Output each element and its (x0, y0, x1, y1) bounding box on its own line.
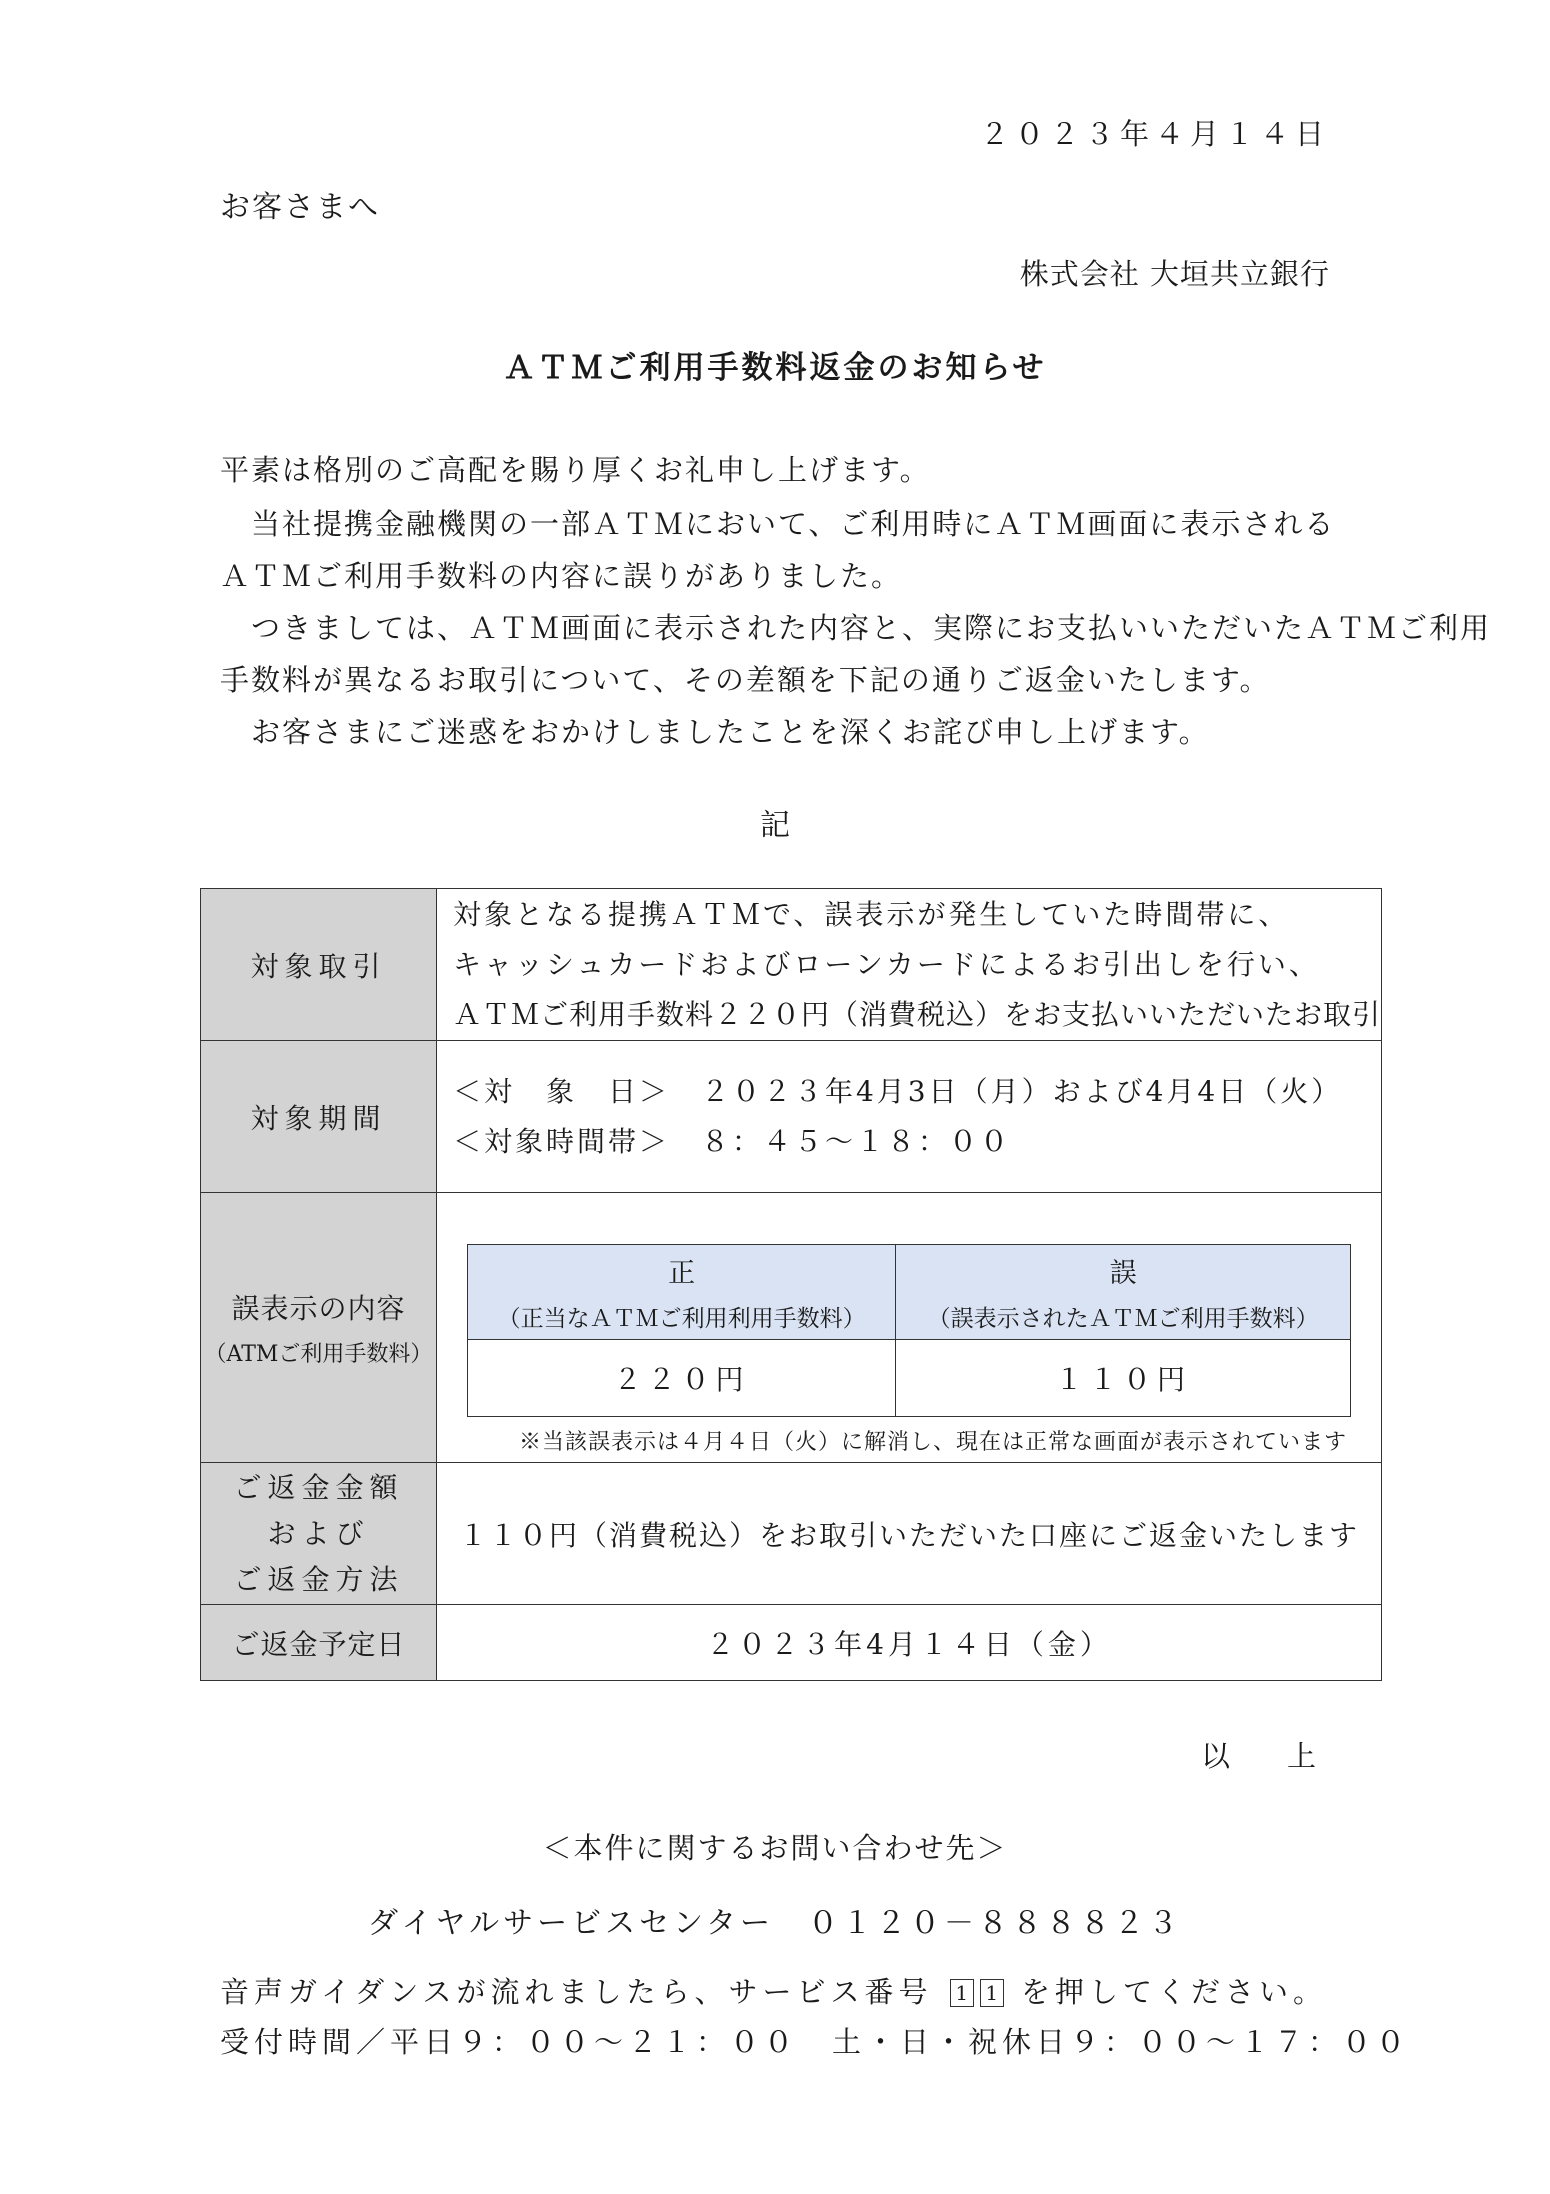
refund-amount-label-line: および (267, 1516, 370, 1550)
body-paragraph-line: 手数料が異なるお取引について、その差額を下記の通りご返金いたします。 (220, 663, 1271, 697)
wrong-fee-value: １１０円 (896, 1339, 1351, 1416)
label-target-transaction: 対象取引 (201, 889, 437, 1041)
refund-date-text: ２０２３年4月１４日（金） (436, 1605, 1381, 1681)
wrong-head-sub: （誤表示されたＡＴＭご利用手数料） (927, 1305, 1319, 1332)
target-period-line: ＜対 象 日＞ ２０２３年4月3日（月）および4月4日（火） (452, 1074, 1343, 1108)
error-content-sublabel: （ATMご利用手数料） (204, 1342, 433, 1367)
reception-hours: 受付時間／平日９：００～２１：００ 土・日・祝休日９：００～１７：００ (220, 2025, 1411, 2059)
correct-fee-value: ２２０円 (467, 1339, 895, 1416)
table-row-refund-amount (201, 1463, 1382, 1605)
correct-head-label: 正 (668, 1257, 696, 1289)
ki-heading: 記 (760, 808, 790, 843)
correct-header (467, 1244, 895, 1339)
wrong-header (896, 1244, 1351, 1339)
body-paragraph-line: お客さまにご迷惑をおかけしましたことを深くお詫び申し上げます。 (220, 715, 1210, 749)
target-transaction-content (436, 889, 1381, 1041)
closing-mark: 以 上 (1200, 1739, 1330, 1773)
target-transaction-line: ＡＴＭご利用手数料２２０円（消費税込）をお支払いいただいたお取引 (452, 997, 1381, 1031)
table-row-target-transaction (201, 889, 1382, 1041)
letter-date: ２０２３年４月１４日 (979, 117, 1330, 151)
contact-heading: ＜本件に関するお問い合わせ先＞ (542, 1831, 1008, 1865)
service-key: 1 (950, 1979, 974, 2007)
refund-amount-label-line: ご返金金額 (233, 1470, 404, 1504)
label-target-period: 対象期間 (201, 1041, 437, 1193)
wrong-head-label: 誤 (1109, 1257, 1137, 1289)
target-transaction-line: キャッシュカードおよびローンカードによるお引出しを行い、 (452, 947, 1320, 981)
correct-head-sub: （正当なＡＴＭご利用利用手数料） (497, 1305, 866, 1332)
table-row-error-content (201, 1193, 1382, 1463)
body-paragraph-line: 平素は格別のご高配を賜り厚くお礼申し上げます。 (220, 453, 931, 487)
guidance-line (220, 1970, 1327, 2011)
service-key: 1 (980, 1979, 1004, 2007)
addressee: お客さまへ (220, 190, 380, 225)
target-transaction-line: 対象となる提携ＡＴＭで、誤表示が発生していた時間帯に、 (452, 897, 1290, 931)
sender-name: 株式会社 大垣共立銀行 (1019, 257, 1330, 291)
guidance-pre: 音声ガイダンスが流れましたら、サービス番号 (220, 1975, 933, 2009)
error-content-cell (436, 1193, 1381, 1463)
guidance-post: を押してください。 (1021, 1975, 1328, 2009)
label-refund-amount (201, 1463, 437, 1605)
notice-title: ＡＴＭご利用手数料返金のお知らせ (503, 350, 1047, 386)
label-refund-date: ご返金予定日 (201, 1605, 437, 1681)
body-paragraph-line: ＡＴＭご利用手数料の内容に誤りがありました。 (220, 559, 903, 593)
target-period-content (436, 1041, 1381, 1193)
error-comparison-table (467, 1244, 1351, 1417)
details-table (200, 888, 1382, 1681)
error-content-label: 誤表示の内容 (231, 1292, 406, 1325)
refund-amount-label-line: ご返金方法 (233, 1562, 404, 1596)
contact-phone: ダイヤルサービスセンター ０１２０－８８８８２３ (368, 1906, 1182, 1941)
table-row-target-period (201, 1041, 1382, 1193)
refund-amount-text: １１０円（消費税込）をお取引いただいた口座にご返金いたします (436, 1463, 1381, 1605)
label-error-content (201, 1193, 437, 1463)
body-paragraph-line: つきましては、ＡＴＭ画面に表示された内容と、実際にお支払いいただいたＡＴＭご利用 (220, 611, 1492, 645)
table-row-refund-date (201, 1605, 1382, 1681)
target-period-line: ＜対象時間帯＞ ８：４５～１８：００ (452, 1124, 1011, 1158)
resolution-note: ※当該誤表示は４月４日（火）に解消し、現在は正常な画面が表示されています (518, 1429, 1347, 1455)
body-paragraph-line: 当社提携金融機関の一部ＡＴＭにおいて、ご利用時にＡＴＭ画面に表示される (220, 507, 1336, 541)
